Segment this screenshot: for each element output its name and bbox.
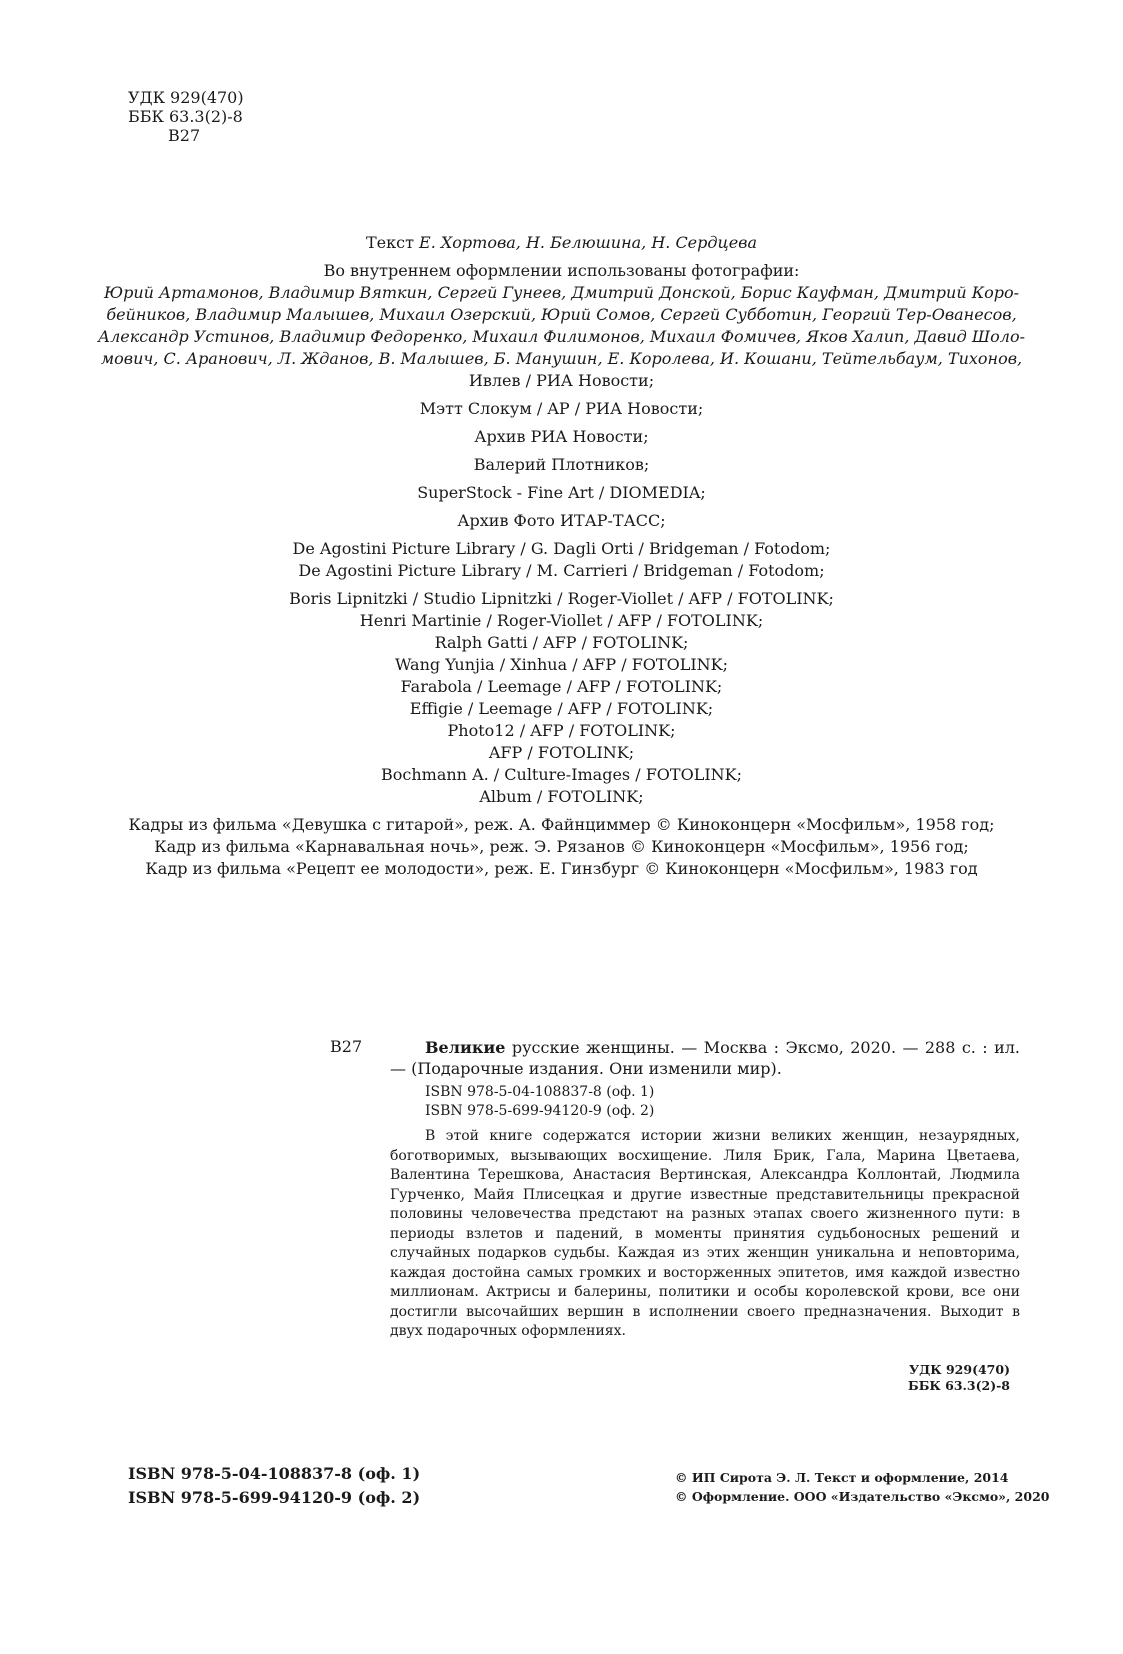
fotolink-credit: AFP / FOTOLINK; bbox=[488, 743, 635, 762]
film-credit: Кадры из фильма «Девушка с гитарой», реж. А. Файнциммер © Киноконцерн «Мосфильм», 1958 год; bbox=[128, 815, 995, 834]
isbn-1: ISBN 978-5-04-108837-8 (оф. 1) bbox=[128, 1464, 421, 1483]
text-credit bbox=[0, 232, 1123, 254]
fotolink-credit: Henri Martinie / Roger-Viollet / AFP / FOTOLINK; bbox=[359, 611, 764, 630]
isbn-2: ISBN 978-5-699-94120-9 (оф. 2) bbox=[128, 1488, 421, 1507]
text-authors: Е. Хортова, Н. Белюшина, Н. Сердцева bbox=[419, 233, 758, 252]
plotnikov-credit: Валерий Плотников; bbox=[473, 455, 650, 474]
ria-archive-credit: Архив РИА Новости; bbox=[474, 427, 649, 446]
deagostini-credit: De Agostini Picture Library / G. Dagli Orti / Bridgeman / Fotodom; bbox=[292, 539, 831, 558]
biblio-author-mark: В27 bbox=[330, 1037, 363, 1056]
fotolink-credit: Farabola / Leemage / AFP / FOTOLINK; bbox=[400, 677, 723, 696]
author-mark: В27 bbox=[168, 126, 201, 145]
photographer-line: Александр Устинов, Владимир Федоренко, Михаил Филимонов, Михаил Фомичев, Яков Халип, Давид Шоло- bbox=[97, 327, 1026, 346]
fotolink-credit: Effigie / Leemage / AFP / FOTOLINK; bbox=[409, 699, 714, 718]
biblio-title bbox=[390, 1037, 1020, 1079]
biblio-isbn-1: ISBN 978-5-04-108837-8 (оф. 1) bbox=[425, 1084, 655, 1100]
photos-intro: Во внутреннем оформлении использованы фотографии: bbox=[323, 261, 800, 280]
deagostini-credit: De Agostini Picture Library / M. Carrieri / Bridgeman / Fotodom; bbox=[298, 561, 825, 580]
tass-credit: Архив Фото ИТАР-ТАСС; bbox=[457, 511, 666, 530]
biblio-title-bold: Великие bbox=[425, 1038, 506, 1057]
bbk-code: ББК 63.3(2)-8 bbox=[128, 107, 243, 126]
photographer-line: мович, С. Аранович, Л. Жданов, В. Малышев, Б. Манушин, Е. Королева, И. Кошани, Тейтельбаум, Тихонов, bbox=[100, 349, 1023, 368]
bibliographic-record bbox=[390, 1037, 1020, 1394]
copyright-line-2: © Оформление. ООО «Издательство «Эксмо», 2020 bbox=[675, 1489, 1050, 1504]
ria-line: Ивлев / РИА Новости; bbox=[468, 371, 655, 390]
biblio-bbk-code: ББК 63.3(2)-8 bbox=[908, 1377, 1010, 1393]
isbn-block bbox=[128, 1462, 420, 1510]
fotolink-credit: Bochmann A. / Culture-Images / FOTOLINK; bbox=[381, 765, 742, 784]
film-credit: Кадр из фильма «Карнавальная ночь», реж. Э. Рязанов © Киноконцерн «Мосфильм», 1956 год; bbox=[154, 837, 969, 856]
biblio-title-rest: русские женщины. — Москва : Эксмо, 2020. — 288 с. : ил. — (Подарочные издания. Они изменили мир). bbox=[390, 1038, 1020, 1078]
udk-code: УДК 929(470) bbox=[128, 88, 244, 107]
abstract: В этой книге содержатся истории жизни великих женщин, незаурядных, боготворимых, вызывающих восхищение. Лиля Брик, Гала, Марина Цветаева, Валентина Терешкова, Анастасия Вертинская, Александра Коллонтай, Людмила Гурченко, Майя Плисецкая и другие известные представительницы прекрасной половины человечества предстают на разных этапах своего жизненного пути: в периоды взлетов и падений, в моменты принятия судьбоносных решений и случайных подарков судьбы. Каждая из этих женщин уникальна и неповторима, каждая достойна самых громких и восторженных эпитетов, имя каждой известно миллионам. Актрисы и балерины, политики и особы королевской крови, все они достигли высочайших вершин в исполнении своего предназначения. Выходит в двух подарочных оформлениях. bbox=[390, 1128, 1020, 1339]
credits bbox=[0, 232, 1123, 880]
biblio-udk-code: УДК 929(470) bbox=[909, 1361, 1010, 1377]
fotolink-credit: Wang Yunjia / Xinhua / AFP / FOTOLINK; bbox=[395, 655, 728, 674]
superstock-credit: SuperStock - Fine Art / DIOMEDIA; bbox=[417, 483, 706, 502]
biblio-udk bbox=[390, 1362, 1020, 1394]
copyright-line-1: © ИП Сирота Э. Л. Текст и оформление, 2014 bbox=[675, 1470, 1009, 1485]
film-credit: Кадр из фильма «Рецепт ее молодости», реж. Е. Гинзбург © Киноконцерн «Мосфильм», 1983 год bbox=[145, 859, 978, 878]
slocum-credit: Мэтт Слокум / AP / РИА Новости; bbox=[419, 399, 704, 418]
fotolink-credit: Photo12 / AFP / FOTOLINK; bbox=[447, 721, 676, 740]
photographer-line: Юрий Артамонов, Владимир Вяткин, Сергей Гунеев, Дмитрий Донской, Борис Кауфман, Дмитрий Коро- bbox=[103, 283, 1019, 302]
fotolink-credit: Album / FOTOLINK; bbox=[479, 787, 644, 806]
biblio-isbn-2: ISBN 978-5-699-94120-9 (оф. 2) bbox=[425, 1103, 655, 1119]
copyright-block bbox=[675, 1468, 1049, 1506]
fotolink-credit: Ralph Gatti / AFP / FOTOLINK; bbox=[434, 633, 689, 652]
photographer-line: бейников, Владимир Малышев, Михаил Озерский, Юрий Сомов, Сергей Субботин, Георгий Тер-Ованесов, bbox=[106, 305, 1017, 324]
fotolink-credit: Boris Lipnitzki / Studio Lipnitzki / Roger-Viollet / AFP / FOTOLINK; bbox=[289, 589, 834, 608]
text-label: Текст bbox=[365, 233, 414, 252]
udk-block bbox=[128, 88, 244, 145]
